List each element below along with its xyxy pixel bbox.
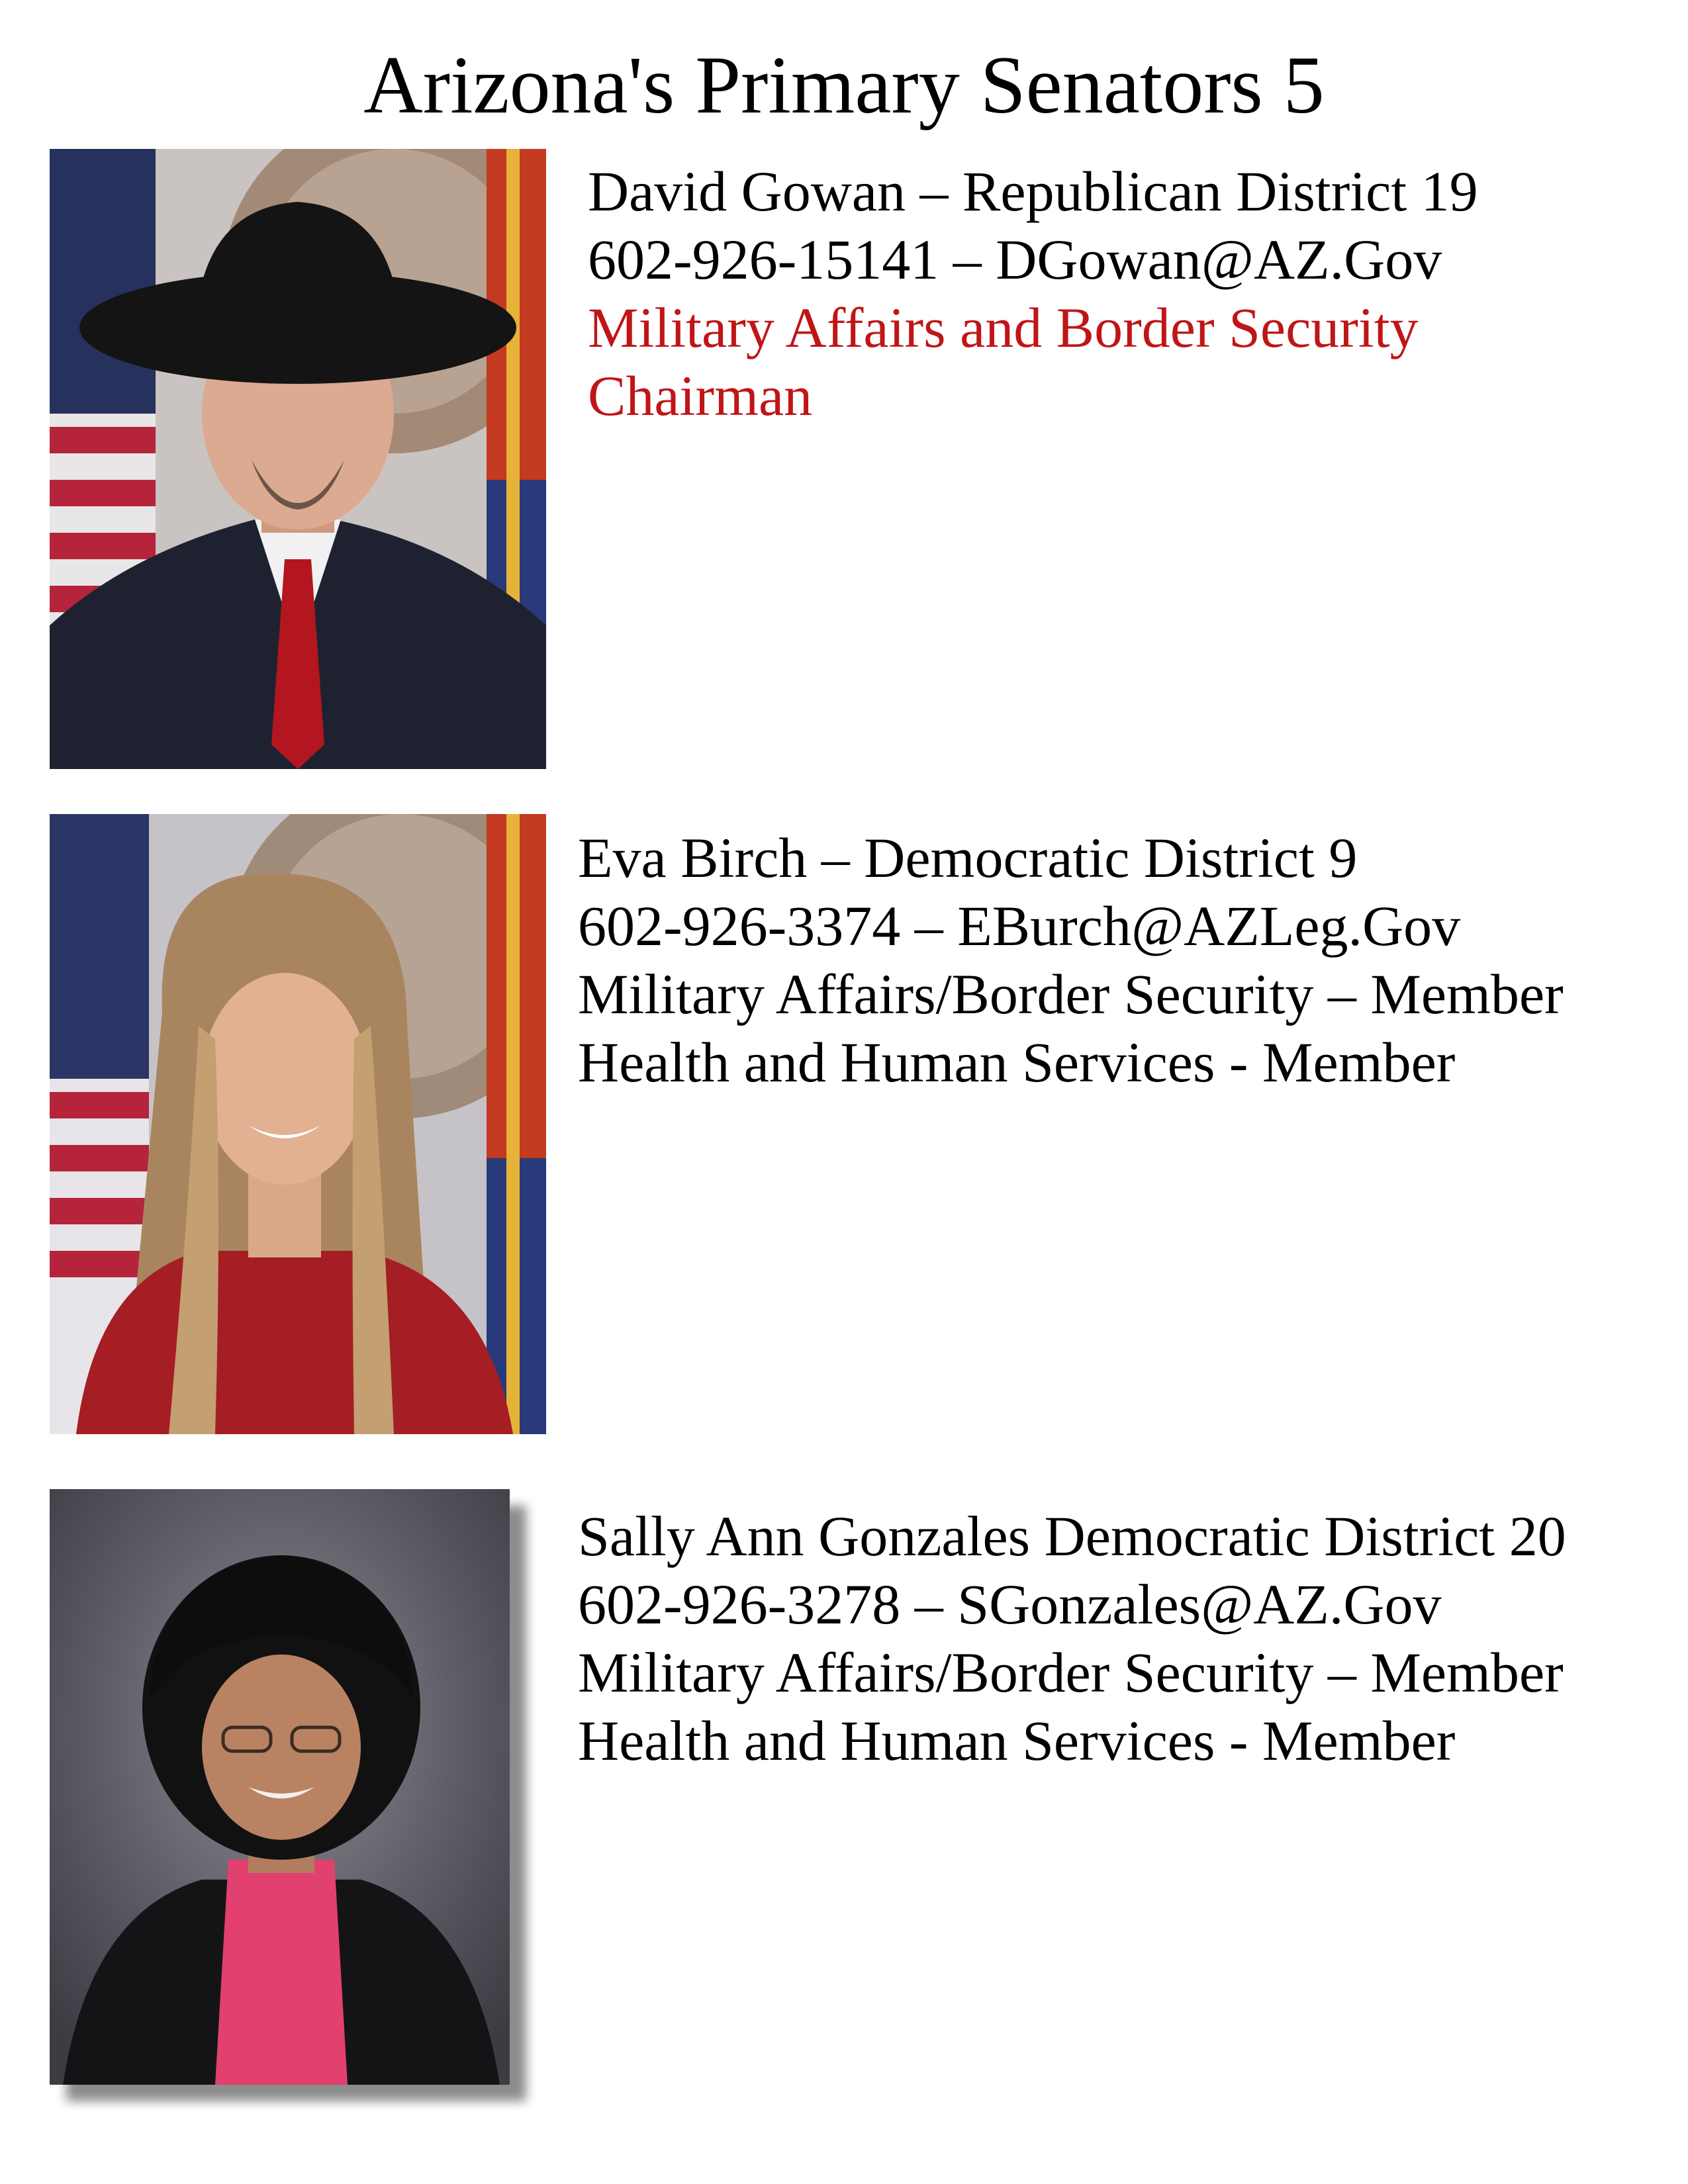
senator-info-gonzales [578,1502,1566,1775]
senator-contact-line: 602-926-3278 – SGonzales@AZ.Gov [578,1572,1442,1636]
committee-line: Military Affairs/Border Security – Member [578,1641,1564,1704]
committee-line: Chairman [588,364,813,428]
senator-info-birch [578,824,1564,1097]
senator-info-gowan [588,158,1478,430]
senator-name-line: David Gowan – Republican District 19 [588,159,1478,223]
page-title: Arizona's Primary Senators 5 [363,40,1325,130]
senator-photo-gowan [50,149,546,769]
committee-line: Health and Human Services - Member [578,1030,1456,1094]
senator-contact-line: 602-926-3374 – EBurch@AZLeg.Gov [578,894,1461,958]
committee-line: Military Affairs/Border Security – Member [578,962,1564,1026]
committee-line: Health and Human Services - Member [578,1709,1456,1772]
senator-photo-birch [50,814,546,1434]
senator-name-line: Eva Birch – Democratic District 9 [578,826,1358,889]
committee-line: Military Affairs and Border Security [588,296,1419,359]
senator-contact-line: 602-926-15141 – DGowan@AZ.Gov [588,228,1442,291]
senator-name-line: Sally Ann Gonzales Democratic District 20 [578,1504,1566,1568]
senator-photo-gonzales [50,1489,510,2085]
